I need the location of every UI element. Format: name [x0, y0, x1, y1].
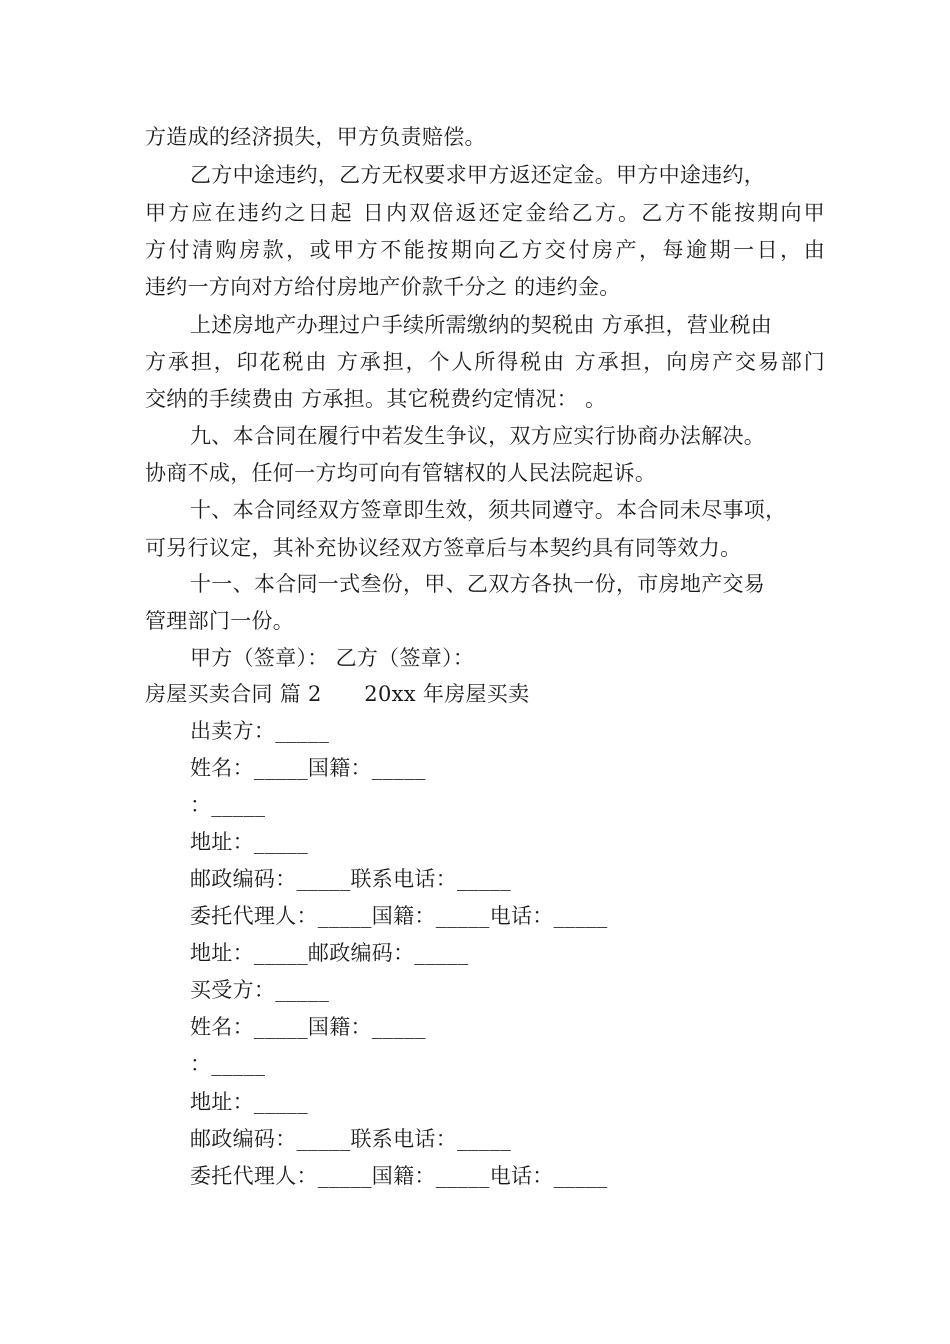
text-line: 管理部门一份。 — [145, 609, 295, 633]
form-field-line: 姓名：_____国籍：_____ — [190, 1015, 426, 1039]
text-line: 乙方中途违约，乙方无权要求甲方返还定金。甲方中途违约， — [190, 163, 766, 187]
text-line: 方付清购房款，或甲方不能按期向乙方交付房产，每逾期一日，由 — [145, 238, 825, 262]
form-field-line: 委托代理人：_____国籍：_____电话：_____ — [190, 1164, 608, 1188]
form-field-line: 买受方：_____ — [190, 978, 330, 1002]
signature-line: 甲方（签章）： 乙方（签章）： — [190, 646, 475, 670]
form-field-line: 邮政编码：_____联系电话：_____ — [190, 1127, 511, 1151]
text-line: 方承担，印花税由 方承担，个人所得税由 方承担，向房产交易部门 — [145, 350, 825, 374]
text-line: 甲方应在违约之日起 日内双倍返还定金给乙方。乙方不能按期向甲 — [145, 201, 825, 225]
form-field-line: 委托代理人：_____国籍：_____电话：_____ — [190, 904, 608, 928]
form-field-line: 地址：_____ — [190, 1090, 308, 1114]
text-line: 上述房地产办理过户手续所需缴纳的契税由 方承担，营业税由 — [190, 313, 773, 337]
form-field-line: 姓名：_____国籍：_____ — [190, 756, 426, 780]
form-field-line: 地址：_____ — [190, 830, 308, 854]
form-field-line: 地址：_____邮政编码：_____ — [190, 941, 469, 965]
form-field-line: 出卖方：_____ — [190, 719, 330, 743]
text-line: 十一、本合同一式叁份，甲、乙双方各执一份，市房地产交易 — [190, 572, 766, 596]
text-line: 十、本合同经双方签章即生效，须共同遵守。本合同未尽事项， — [190, 498, 787, 522]
form-field-line: ：_____ — [190, 793, 266, 817]
text-line: 交纳的手续费由 方承担。其它税费约定情况： 。 — [145, 387, 607, 411]
text-line: 可另行议定，其补充协议经双方签章后与本契约具有同等效力。 — [145, 536, 742, 560]
form-field-line: 邮政编码：_____联系电话：_____ — [190, 867, 511, 891]
text-line: 方造成的经济损失，甲方负责赔偿。 — [145, 125, 486, 149]
text-line: 协商不成，任何一方均可向有管辖权的人民法院起诉。 — [145, 461, 657, 485]
text-line: 九、本合同在履行中若发生争议，双方应实行协商办法解决。 — [190, 424, 766, 448]
form-field-line: ：_____ — [190, 1052, 266, 1076]
section-heading: 房屋买卖合同 篇 2 20xx 年房屋买卖 — [145, 682, 530, 706]
text-line: 违约一方向对方给付房地产价款千分之 的违约金。 — [145, 275, 621, 299]
